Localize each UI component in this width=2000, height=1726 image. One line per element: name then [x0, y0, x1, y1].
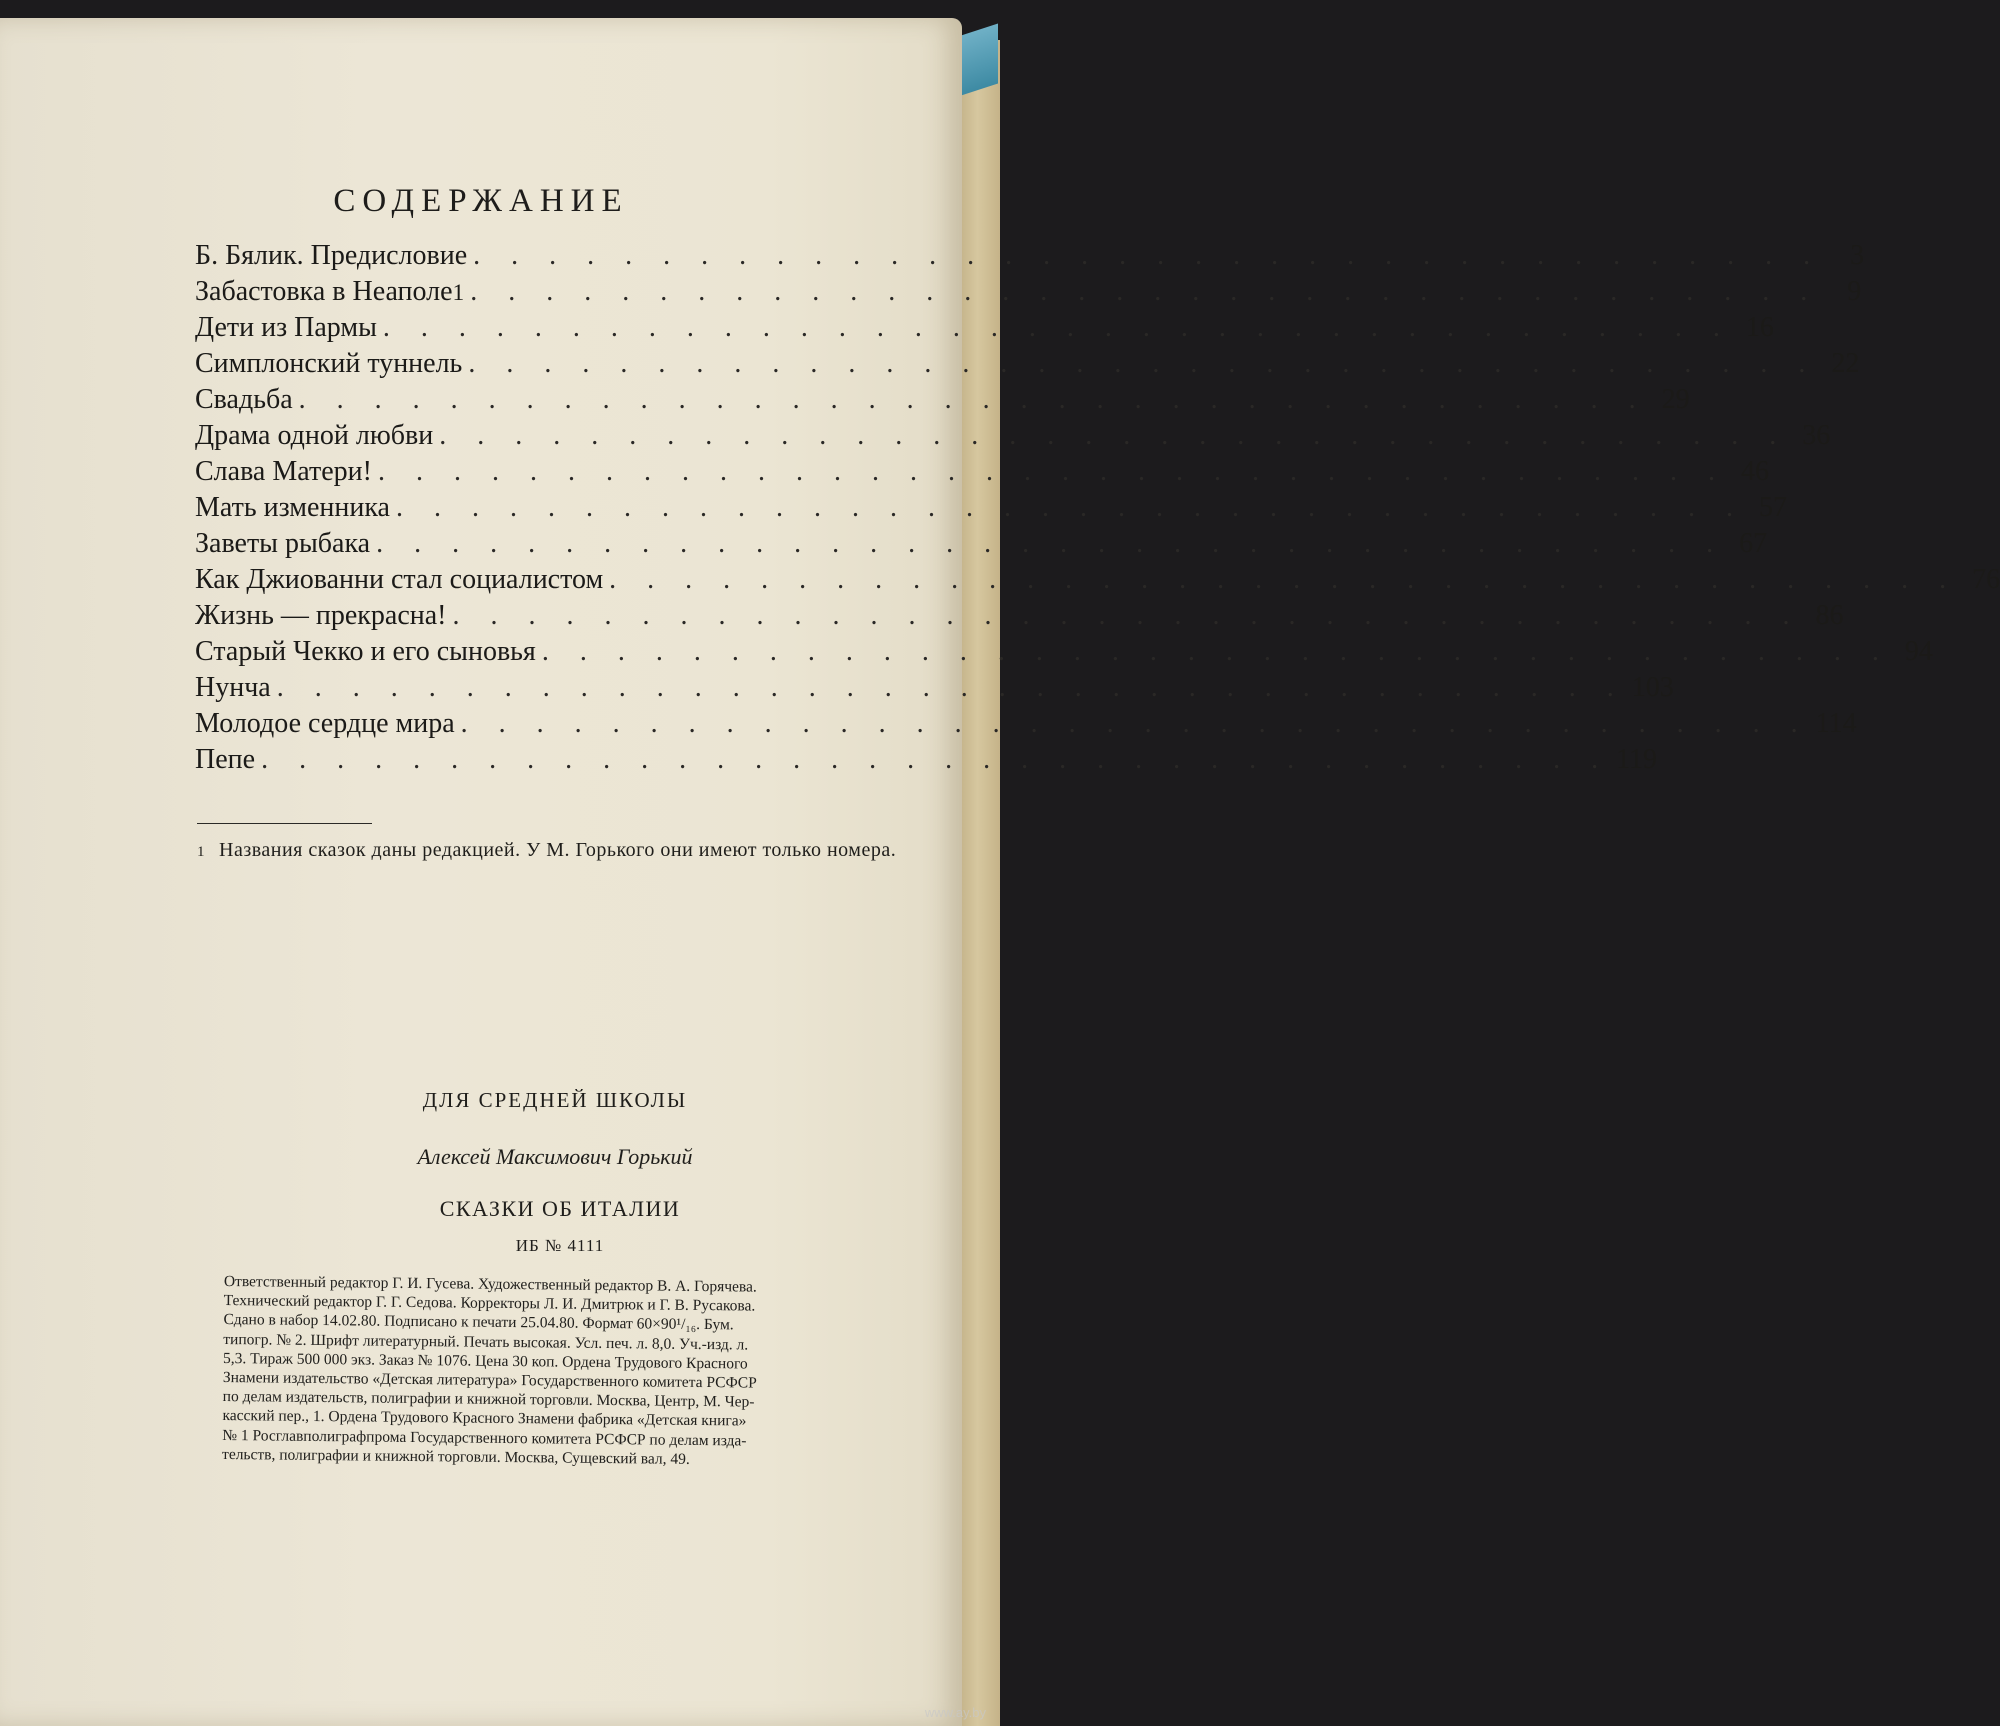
dot-leader: . . . . . . . . . . . . . . . . . . . . . . . . . . . . . . . . . . . .: [276, 672, 1626, 703]
toc-entry: [195, 708, 1857, 744]
imprint-line: Знамени издательство «Детская литература» Государственного комитета РСФСР: [222, 1369, 757, 1392]
toc-entry-title: Слава Матери!: [195, 456, 372, 487]
toc-entry-page: 76: [1972, 564, 2000, 595]
toc-entry-page: 103: [1631, 672, 1674, 703]
toc-entry-title: Пепе: [195, 744, 256, 775]
imprint-line: Ответственный редактор Г. И. Гусева. Художественный редактор В. А. Горячева.: [223, 1273, 757, 1296]
author-name: Алексей Максимович Горький: [417, 1144, 693, 1169]
toc-entry: [195, 420, 1831, 456]
dot-leader: . . . . . . . . . . . . . . . . . . . . . . . . . . . . . . . . . . . .: [298, 384, 1648, 415]
toc-entry-page: 57: [1758, 492, 1787, 523]
toc-entry-page: 86: [1815, 600, 1844, 631]
dot-leader: . . . . . . . . . . . . . . . . . . . . . . . . . . . . . . . . . . . .: [460, 708, 1810, 739]
book-title: СКАЗКИ ОБ ИТАЛИИ: [439, 1196, 681, 1221]
toc-entry-title: Нунча: [195, 672, 271, 703]
toc-entry: [195, 564, 2000, 600]
toc-entry-page: 3: [1850, 240, 1865, 271]
imprint-line: типогр. № 2. Шрифт литературный. Печать высокая. Усл. печ. л. 8,0. Уч.-изд. л.: [223, 1330, 749, 1354]
footnote-rule: [197, 823, 372, 824]
dot-leader: . . . . . . . . . . . . . . . . . . . . . . . . . . . . . . . . . . . .: [376, 528, 1726, 559]
toc-entry: [195, 744, 1658, 780]
imprint-block: [222, 1272, 924, 1471]
dot-leader: . . . . . . . . . . . . . . . . . . . . . . . . . . . . . . . . . . . .: [541, 636, 1891, 667]
footnote-mark: 1: [197, 844, 205, 860]
toc-entry-title: Заветы рыбака: [195, 528, 371, 559]
toc-entry-title: Старый Чекко и его сыновья: [195, 636, 536, 667]
imprint-line: касский пер., 1. Ордена Трудового Красного Знамени фабрика «Детская книга»: [222, 1407, 747, 1430]
toc-entry-title: Дети из Пармы: [195, 312, 377, 343]
table-of-contents: [195, 240, 2000, 780]
book-page: [0, 18, 2000, 1726]
toc-entry-page: 46: [1740, 456, 1769, 487]
toc-entry-title: Жизнь — прекрасна!: [195, 600, 447, 631]
toc-entry: [195, 312, 1774, 348]
dot-leader: . . . . . . . . . . . . . . . . . . . . . . . . . . . . . . . . . . . .: [609, 564, 1959, 595]
toc-entry-title: Драма одной любви: [195, 420, 434, 451]
toc-entry: [195, 276, 1862, 312]
footnote: [197, 836, 907, 866]
dot-leader: . . . . . . . . . . . . . . . . . . . . . . . . . . . . . . . . . . . .: [377, 456, 1727, 487]
dot-leader: . . . . . . . . . . . . . . . . . . . . . . . . . . . . . . . . . . . .: [395, 492, 1745, 523]
dot-leader: . . . . . . . . . . . . . . . . . . . . . . . . . . . . . . . . . . . .: [473, 240, 1823, 271]
dot-leader: . . . . . . . . . . . . . . . . . . . . . . . . . . . . . . . . . . . .: [452, 600, 1802, 631]
toc-entry: [195, 600, 1844, 636]
toc-entry-title: Молодое сердце мира: [195, 708, 455, 739]
toc-entry-page: 22: [1831, 348, 1860, 379]
toc-entry-page: 94: [1904, 636, 1933, 667]
toc-entry-page: 9: [1847, 276, 1862, 307]
toc-entry: [195, 528, 1768, 564]
imprint-line: № 1 Росглавполиграфпрома Государственного комитета РСФСР по делам изда-: [222, 1426, 747, 1450]
ib-number: ИБ № 4111: [515, 1236, 605, 1255]
toc-entry: [195, 456, 1769, 492]
dot-leader: . . . . . . . . . . . . . . . . . . . . . . . . . . . . . . . . . . . .: [470, 276, 1820, 307]
imprint-line: по делам издательств, полиграфии и книжной торговли. Москва, Центр, М. Чер-: [222, 1388, 755, 1411]
dot-leader: . . . . . . . . . . . . . . . . . . . . . . . . . . . . . . . . . . . .: [439, 420, 1789, 451]
toc-entry-page: 114: [1815, 708, 1857, 739]
toc-entry-title: Симплонский туннель: [195, 348, 463, 379]
toc-entry-page: 16: [1745, 312, 1774, 343]
audience-label: ДЛЯ СРЕДНЕЙ ШКОЛЫ: [422, 1088, 688, 1112]
toc-entry-title: Мать изменника: [195, 492, 390, 523]
imprint-line: тельств, полиграфии и книжной торговли. Москва, Сущевский вал, 49.: [222, 1445, 690, 1468]
toc-entry-title: Забастовка в Неаполе: [195, 276, 453, 307]
toc-entry-title: Как Джиованни стал социалистом: [195, 564, 604, 595]
contents-heading: СОДЕРЖАНИЕ: [333, 183, 629, 219]
toc-entry-page: 29: [1661, 384, 1690, 415]
watermark: www.ay.by: [924, 1705, 986, 1720]
dot-leader: . . . . . . . . . . . . . . . . . . . . . . . . . . . . . . . . . . . .: [382, 312, 1732, 343]
toc-entry: [195, 636, 1933, 672]
toc-entry: [195, 348, 1860, 384]
toc-entry-page: 36: [1802, 420, 1831, 451]
imprint-line: Технический редактор Г. Г. Седова. Корректоры Л. И. Дмитрюк и Г. В. Русакова.: [223, 1292, 756, 1315]
toc-entry: [195, 672, 1674, 708]
imprint-line: 5,3. Тираж 500 000 экз. Заказ № 1076. Цена 30 коп. Ордена Трудового Красного: [223, 1349, 748, 1373]
dot-leader: . . . . . . . . . . . . . . . . . . . . . . . . . . . . . . . . . . . .: [261, 744, 1611, 775]
toc-entry: [195, 492, 1787, 528]
toc-entry: [195, 384, 1690, 420]
toc-entry-title: Б. Бялик. Предисловие: [195, 240, 468, 271]
toc-entry: [195, 240, 1865, 276]
toc-entry-page: 67: [1739, 528, 1768, 559]
dot-leader: . . . . . . . . . . . . . . . . . . . . . . . . . . . . . . . . . . . .: [468, 348, 1818, 379]
footnote-text: Названия сказок даны редакцией. У М. Горького они имеют только номера.: [219, 839, 897, 861]
toc-entry-page: 119: [1616, 744, 1658, 775]
imprint-line: Сдано в набор 14.02.80. Подписано к печати 25.04.80. Формат 60×90¹/₁₆. Бум.: [223, 1311, 734, 1334]
toc-entry-title: Свадьба: [195, 384, 293, 415]
footnote-reference: 1: [452, 280, 465, 306]
